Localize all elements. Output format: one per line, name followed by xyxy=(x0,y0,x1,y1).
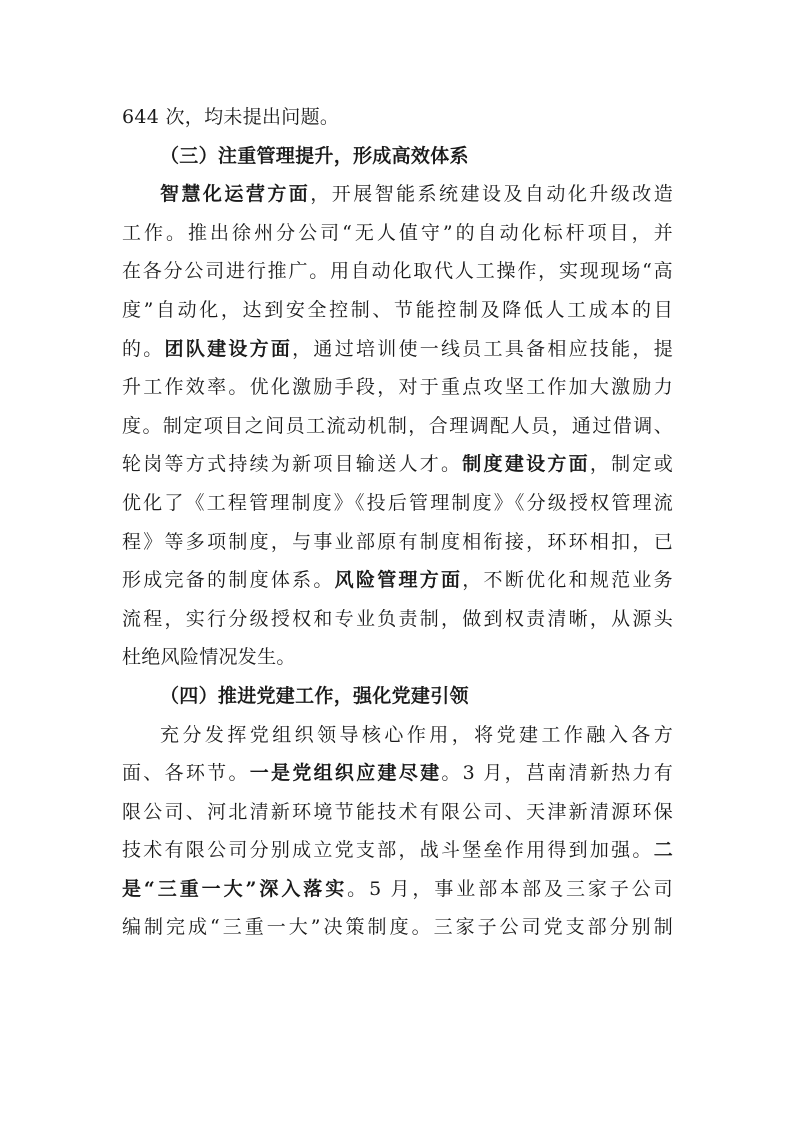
text-run: 度”自动化，达到安全控制、节能控制及降低人工成本的目 xyxy=(122,298,673,321)
text-run: 工作。推出徐州分公司“无人值守”的自动化标杆项目，并 xyxy=(122,221,673,244)
text-line xyxy=(122,754,673,793)
text-line xyxy=(122,330,673,369)
text-line xyxy=(122,677,673,716)
text-run: 轮岗等方式持续为新项目输送人才。 xyxy=(122,453,463,476)
bold-phrase: 制度建设方面 xyxy=(462,453,590,476)
text-run: 。5 月，事业部本部及三家子公司 xyxy=(347,877,673,900)
text-run: 杜绝风险情况发生。 xyxy=(122,646,296,669)
bold-phrase: 团队建设方面 xyxy=(164,337,293,360)
text-run: 。3 月，莒南清新热力有 xyxy=(441,762,674,785)
text-line xyxy=(122,368,673,407)
text-line xyxy=(122,291,673,330)
bold-phrase: 二 xyxy=(653,839,673,862)
text-run: ，不断优化和规范业务 xyxy=(462,569,673,592)
text-line xyxy=(122,831,673,870)
text-line xyxy=(122,870,673,909)
body-paragraph xyxy=(122,716,673,948)
text-run: 充分发挥党组织领导核心作用，将党建工作融入各方 xyxy=(160,723,673,746)
body-paragraph xyxy=(122,98,673,137)
text-run: 升工作效率。优化激励手段，对于重点攻坚工作加大激励力 xyxy=(122,376,673,399)
text-line xyxy=(122,716,673,755)
text-run: 的。 xyxy=(122,337,165,360)
text-line xyxy=(122,252,673,291)
text-line xyxy=(122,407,673,446)
text-line xyxy=(122,137,673,176)
text-run: 限公司、河北清新环境节能技术有限公司、天津新清源环保 xyxy=(122,800,673,823)
bold-phrase: 一是党组织应建尽建 xyxy=(249,762,442,785)
body-paragraph xyxy=(122,175,673,677)
text-run: ，制定或 xyxy=(589,453,673,476)
text-run: 面、各环节。 xyxy=(122,762,250,785)
text-run: 程》等多项制度，与事业部原有制度相衔接，环环相扣，已 xyxy=(122,530,673,553)
text-run: 形成完备的制度体系。 xyxy=(122,569,335,592)
text-line xyxy=(122,600,673,639)
text-run: 编制完成“三重一大”决策制度。三家子公司党支部分别制 xyxy=(122,916,673,939)
text-line xyxy=(122,523,673,562)
text-line xyxy=(122,98,673,137)
text-run: ，开展智能系统建设及自动化升级改造 xyxy=(310,183,673,206)
section-heading xyxy=(122,677,673,716)
text-run: 技术有限公司分别成立党支部，战斗堡垒作用得到加强。 xyxy=(122,839,654,862)
bold-phrase: （三）注重管理提升，形成高效体系 xyxy=(160,144,469,167)
text-run: 度。制定项目之间员工流动机制，合理调配人员，通过借调、 xyxy=(122,414,673,437)
bold-phrase: 是“三重一大”深入落实 xyxy=(122,877,348,900)
text-run: 优化了《工程管理制度》《投后管理制度》《分级授权管理流 xyxy=(122,491,673,514)
text-run: ，通过培训使一线员工具备相应技能，提 xyxy=(292,337,673,360)
text-line xyxy=(122,908,673,947)
text-line xyxy=(122,445,673,484)
bold-phrase: 智慧化运营方面 xyxy=(160,183,311,206)
bold-phrase: 风险管理方面 xyxy=(334,569,463,592)
document-body xyxy=(122,98,673,947)
text-line xyxy=(122,638,673,677)
bold-phrase: （四）推进党建工作，强化党建引领 xyxy=(160,684,469,707)
section-heading xyxy=(122,137,673,176)
text-line xyxy=(122,793,673,832)
text-run: 在各分公司进行推广。用自动化取代人工操作，实现现场“高 xyxy=(122,260,673,283)
text-line xyxy=(122,561,673,600)
text-line xyxy=(122,214,673,253)
text-run: 644 次，均未提出问题。 xyxy=(122,106,340,128)
text-line xyxy=(122,484,673,523)
text-run: 流程，实行分级授权和专业负责制，做到权责清晰，从源头 xyxy=(122,607,673,630)
text-line xyxy=(122,175,673,214)
